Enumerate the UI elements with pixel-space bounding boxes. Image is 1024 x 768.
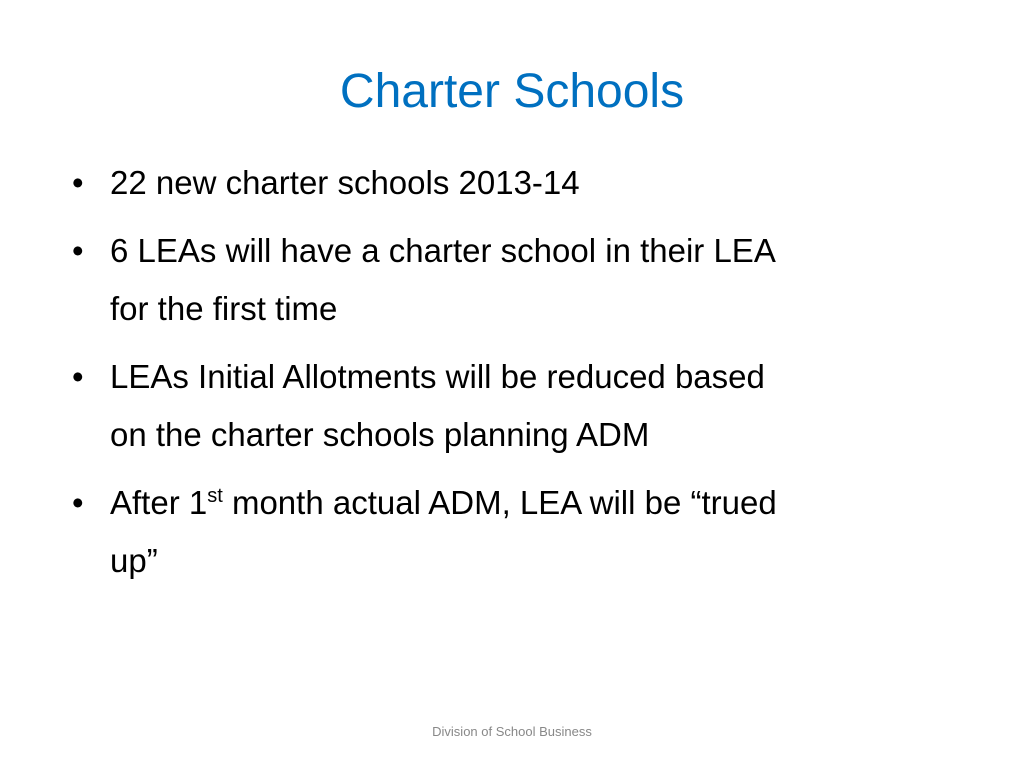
bullet-icon: • bbox=[72, 484, 84, 521]
bullet-text-line: up” bbox=[110, 542, 158, 579]
bullet-text-line: LEAs Initial Allotments will be reduced based bbox=[110, 358, 765, 395]
bullet-text-line: 22 new charter schools 2013-14 bbox=[110, 164, 580, 201]
bullet-item bbox=[72, 348, 982, 464]
slide-footer: Division of School Business bbox=[432, 724, 592, 739]
bullet-text-line: on the charter schools planning ADM bbox=[110, 416, 650, 453]
bullet-item bbox=[72, 222, 982, 338]
bullet-text-line: 6 LEAs will have a charter school in their LEA bbox=[110, 232, 776, 269]
bullet-item bbox=[72, 154, 982, 212]
bullet-text-line bbox=[110, 474, 982, 532]
bullet-text-line: for the first time bbox=[110, 290, 338, 327]
bullet-text-segment: After 1 bbox=[110, 484, 208, 521]
ordinal-superscript: st bbox=[207, 485, 223, 507]
bullet-icon: • bbox=[72, 232, 84, 269]
bullet-list bbox=[72, 154, 982, 600]
bullet-icon: • bbox=[72, 164, 84, 201]
slide-title: Charter Schools bbox=[339, 65, 685, 118]
bullet-item bbox=[72, 474, 982, 590]
bullet-text-segment: month actual ADM, LEA will be “trued bbox=[222, 484, 777, 521]
bullet-icon: • bbox=[72, 358, 84, 395]
